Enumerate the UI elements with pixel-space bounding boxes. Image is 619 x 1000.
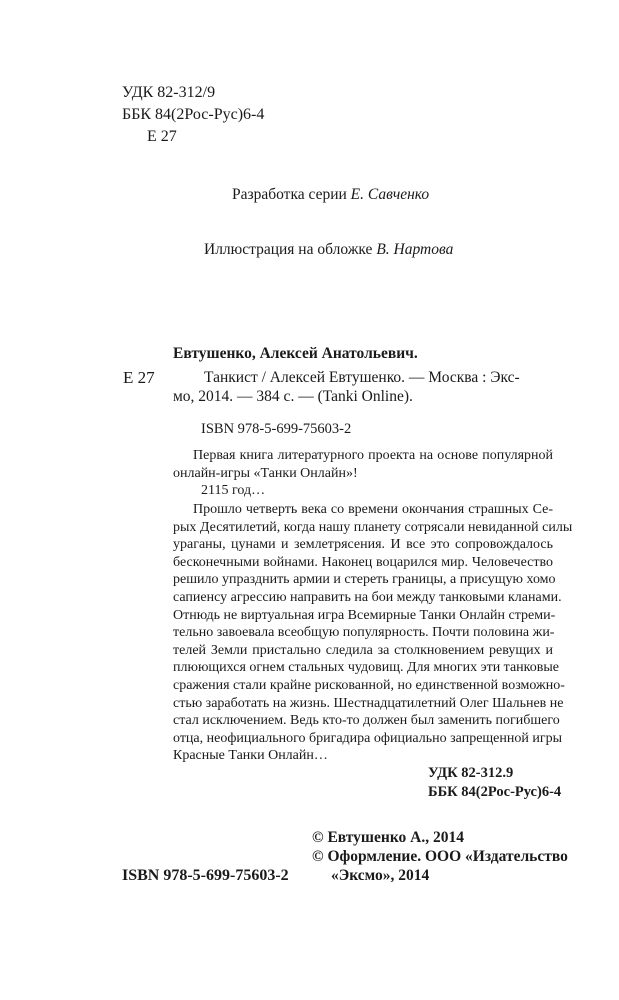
copyright-design: © Оформление. ООО «Издательство (312, 848, 568, 865)
annotation-body-line: тельно завоевала всеобщую популярность. Почти половина жи- (173, 625, 555, 641)
cover-credit-prefix: Иллюстрация на обложке (204, 241, 373, 258)
bottom-udk: УДК 82-312.9 (428, 765, 514, 781)
annotation-body-line: Отнюдь не виртуальная игра Всемирные Танки Онлайн стреми- (173, 607, 556, 623)
series-credit-name: Е. Савченко (350, 186, 430, 203)
top-author-sign: Е 27 (147, 128, 177, 145)
record-sign: Е 27 (123, 368, 155, 387)
annotation-body-line: ураганы, цунами и землетрясения. И все это сопровождалось (173, 537, 553, 553)
annotation-body-line: стал исключением. Ведь кто-то должен был заменить погибшего (173, 713, 560, 729)
annotation-body-line: Прошло четверть века со времени окончания страшных Се- (193, 502, 553, 517)
annotation-body-line: плюющихся огнем стальных чудовищ. Для многих эти танковые (173, 660, 559, 676)
cover-credit-name: В. Нартова (376, 241, 454, 258)
record-title-line1: Танкист / Алексей Евтушенко. — Москва : Экс- (204, 369, 520, 386)
copyright-author: © Евтушенко А., 2014 (312, 829, 465, 846)
series-credit (232, 186, 429, 204)
annotation-lead (173, 447, 553, 482)
annotation-body-line: отца, неофициального бригадира официально запрещенной игры (173, 730, 563, 746)
annotation-body-line: решило упразднить армии и стереть границы, а присущую хомо (173, 572, 556, 588)
annotation-body-line: сражения стали крайне рискованной, но единственной возможно- (173, 677, 565, 693)
annotation-body-line: Красные Танки Онлайн… (173, 748, 328, 764)
annotation-body-line: бесконечными войнами. Наконец воцарился мир. Человечество (173, 554, 553, 570)
bottom-bbk: ББК 84(2Рос-Рус)6-4 (428, 784, 562, 800)
annotation-year: 2115 год… (201, 483, 266, 498)
annotation-body-line: сапиенсу агрессию направить на бои между танковыми кланами. (173, 589, 562, 605)
annotation-body (173, 501, 573, 765)
top-udk: УДК 82-312/9 (122, 84, 216, 101)
record-title-line2: мо, 2014. — 384 с. — (Tanki Online). (173, 388, 413, 405)
copyright-publisher: «Эксмо», 2014 (331, 867, 430, 884)
annotation-body-line: телей Земли пристально следила за столкновением ревущих и (173, 642, 553, 658)
annotation-body-line: стью заработать на жизнь. Шестнадцатилетний Олег Шальнев не (173, 695, 564, 711)
annotation-lead-line: Первая книга литературного проекта на основе популярной (193, 448, 553, 463)
top-bbk: ББК 84(2Рос-Рус)6-4 (122, 106, 265, 123)
annotation-body-line: рых Десятилетий, когда нашу планету сотрясали невиданной силы (173, 519, 573, 535)
record-isbn: ISBN 978-5-699-75603-2 (201, 421, 352, 437)
series-credit-prefix: Разработка серии (232, 186, 347, 203)
cover-credit (204, 241, 453, 259)
isbn-bottom: ISBN 978-5-699-75603-2 (122, 867, 289, 884)
author-heading: Евтушенко, Алексей Анатольевич. (173, 345, 418, 362)
annotation-lead-line: онлайн-игры «Танки Онлайн»! (173, 465, 358, 481)
